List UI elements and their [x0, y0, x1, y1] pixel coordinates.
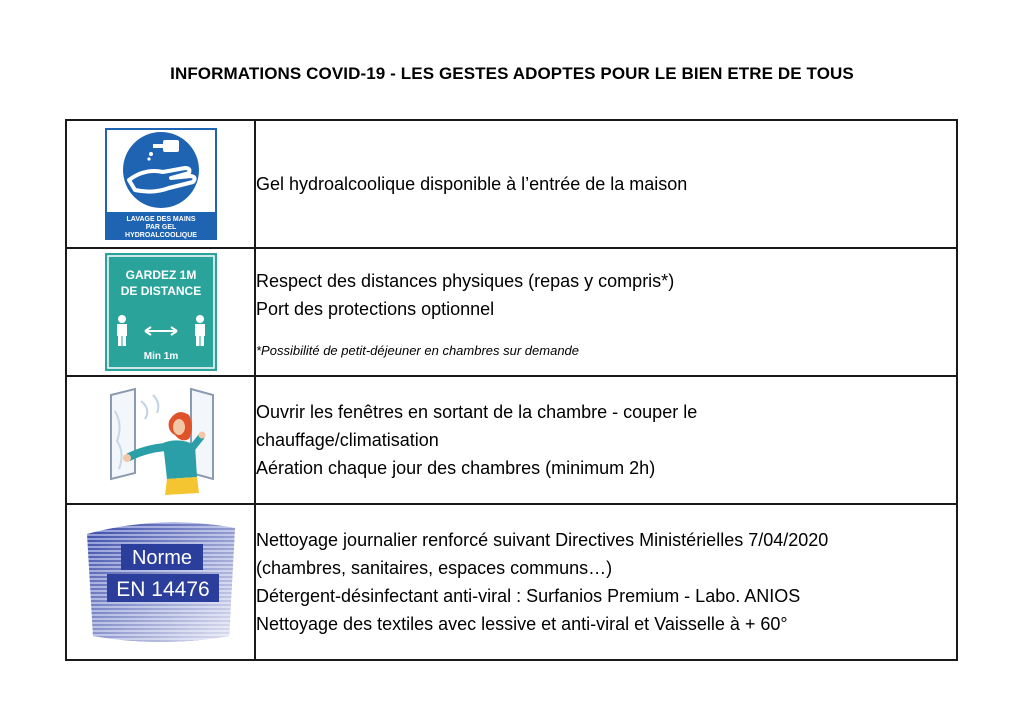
icon-cell — [66, 504, 255, 660]
text-cell — [255, 504, 957, 660]
table-row — [66, 504, 957, 660]
icon-cell — [66, 120, 255, 248]
footnote: *Possibilité de petit-déjeuner en chambres sur demande — [256, 342, 580, 358]
open-window-icon — [105, 381, 217, 499]
icon-caption: EN 14476 — [115, 578, 210, 601]
page-title: INFORMATIONS COVID-19 - LES GESTES ADOPTES POUR LE BIEN ETRE DE TOUS — [170, 64, 854, 83]
info-table — [65, 119, 958, 661]
text-cell — [255, 376, 957, 504]
info-line: Aération chaque jour des chambres (minimum 2h) — [256, 458, 656, 478]
norme-badge-icon — [73, 512, 249, 652]
icon-caption: GARDEZ 1M — [125, 268, 196, 282]
icon-caption: Min 1m — [143, 351, 178, 362]
distance-sign-icon — [105, 253, 217, 371]
info-line: Détergent-désinfectant anti-viral : Surfanios Premium - Labo. ANIOS — [256, 586, 801, 606]
info-line: Nettoyage journalier renforcé suivant Directives Ministérielles 7/04/2020 — [256, 530, 829, 550]
icon-cell — [66, 248, 255, 376]
icon-caption: PAR GEL — [145, 224, 176, 231]
table-row — [66, 120, 957, 248]
info-line: Ouvrir les fenêtres en sortant de la chambre - couper le — [256, 402, 698, 422]
info-line: Gel hydroalcoolique disponible à l’entrée de la maison — [256, 174, 688, 194]
icon-cell — [66, 376, 255, 504]
info-line: chauffage/climatisation — [256, 430, 439, 450]
hand-gel-icon — [105, 128, 217, 240]
icon-caption: DE DISTANCE — [120, 284, 201, 298]
icon-caption: LAVAGE DES MAINS — [126, 216, 195, 223]
info-line: (chambres, sanitaires, espaces communs…) — [256, 558, 613, 578]
text-cell — [255, 120, 957, 248]
icon-caption: Norme — [131, 547, 192, 569]
info-line: Nettoyage des textiles avec lessive et anti-viral et Vaisselle à + 60° — [256, 614, 788, 634]
info-line: Respect des distances physiques (repas y compris*) — [256, 270, 675, 291]
table-row — [66, 248, 957, 376]
info-line: Port des protections optionnel — [256, 298, 495, 319]
icon-caption: HYDROALCOOLIQUE — [124, 232, 197, 239]
text-cell — [255, 248, 957, 376]
table-row — [66, 376, 957, 504]
